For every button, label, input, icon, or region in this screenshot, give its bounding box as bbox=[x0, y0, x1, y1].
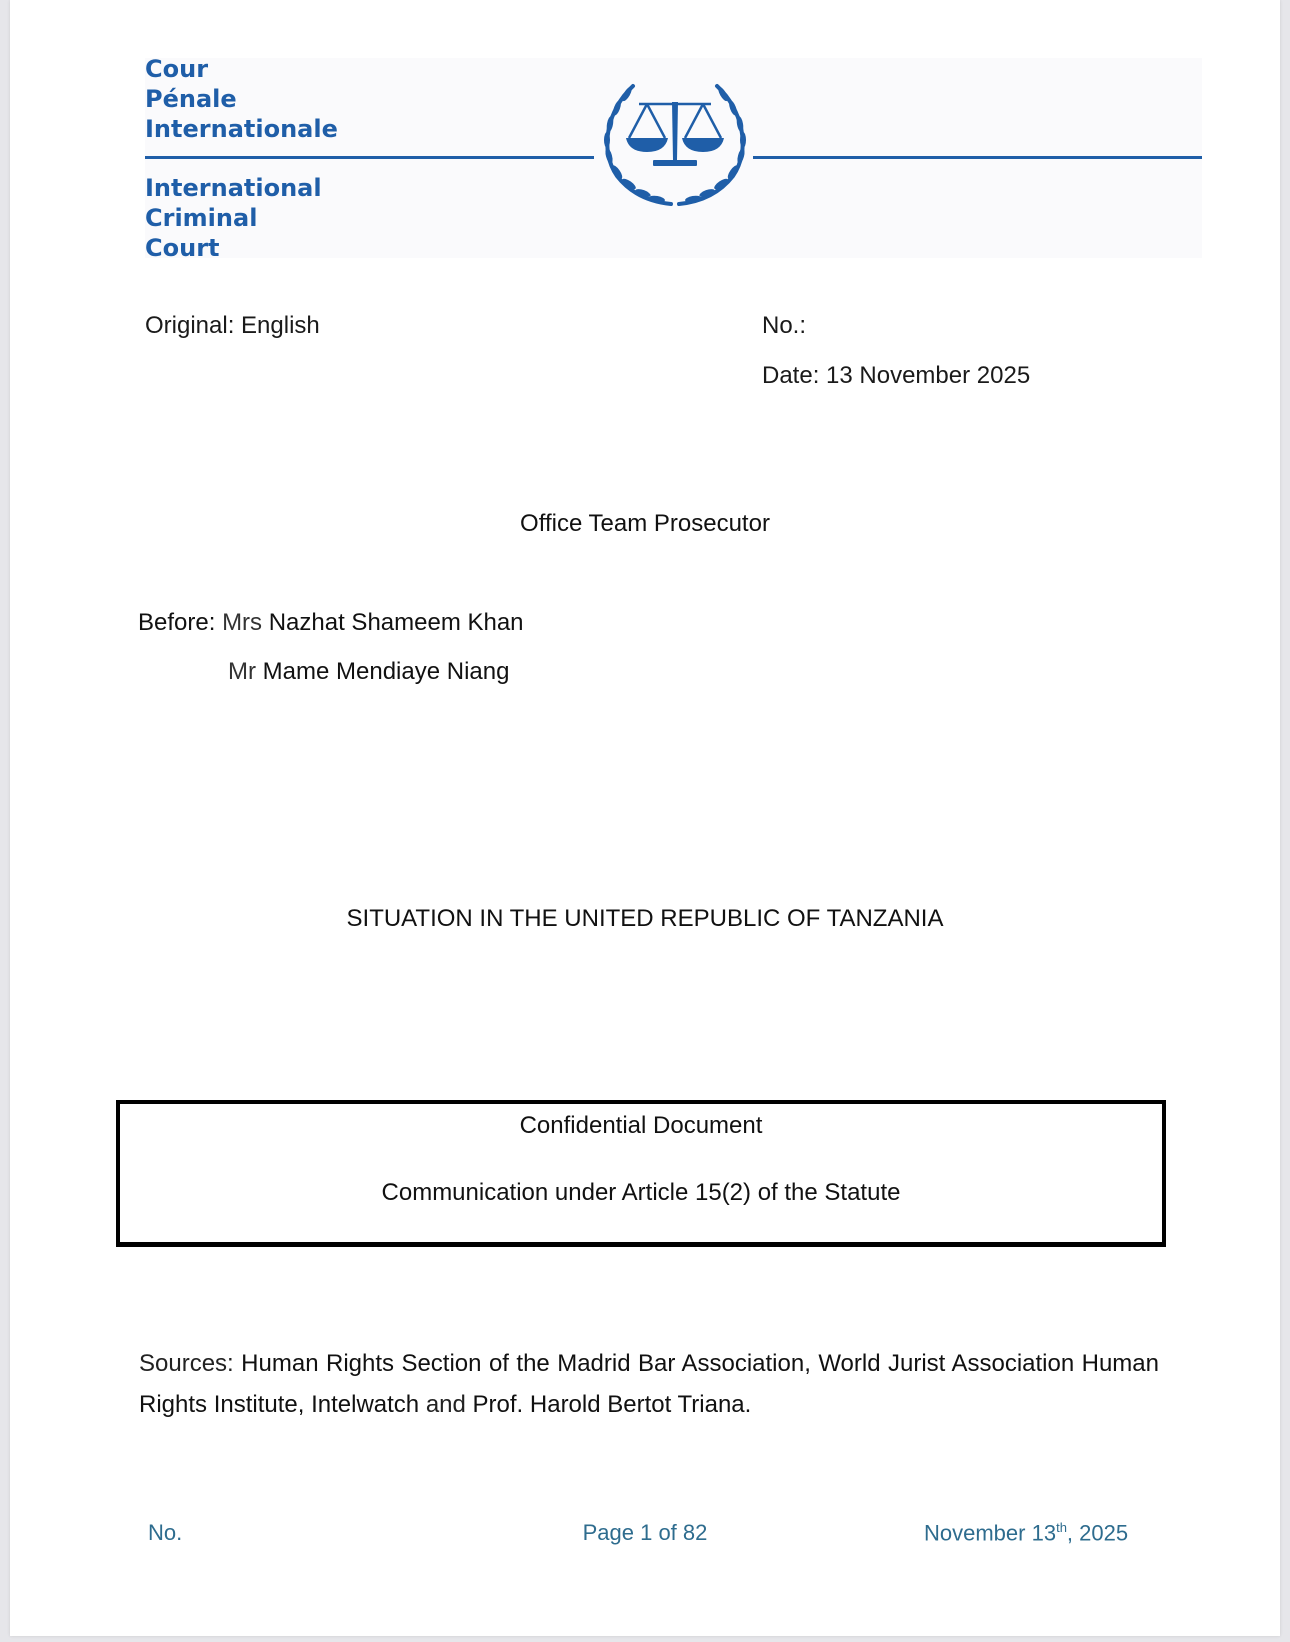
footer-date-ordinal: th bbox=[1056, 1520, 1067, 1535]
sources-part-1: Human Rights Section of the Madrid Bar Association, World Jurist Association Human Rights Institute, Intelwatch bbox=[139, 1350, 1159, 1418]
footer-date-main: November 13 bbox=[924, 1520, 1057, 1546]
logo-line-criminal: Criminal bbox=[145, 204, 258, 232]
judge-2-name: Mame Mendiaye Niang bbox=[262, 658, 510, 685]
sources-connector: and bbox=[425, 1391, 466, 1418]
footer-date-year: , 2025 bbox=[1066, 1520, 1129, 1546]
office-title: Office Team Prosecutor bbox=[520, 510, 770, 537]
logo-line-internationale: Internationale bbox=[145, 115, 338, 143]
document-page bbox=[10, 0, 1280, 1636]
logo-english-name bbox=[145, 173, 322, 263]
logo-line-penale: Pénale bbox=[145, 85, 237, 113]
sources-label: Sources: bbox=[139, 1350, 234, 1377]
confidential-label: Confidential Document bbox=[519, 1112, 763, 1139]
before-line-2 bbox=[228, 658, 509, 686]
scales-of-justice-laurel-icon bbox=[595, 80, 755, 208]
logo-french-name bbox=[145, 54, 338, 144]
footer-number: No. bbox=[148, 1520, 183, 1545]
before-line-1 bbox=[138, 609, 524, 637]
confidential-box bbox=[116, 1100, 1166, 1247]
logo-divider-left bbox=[145, 156, 594, 159]
communication-label: Communication under Article 15(2) of the Statute bbox=[381, 1179, 901, 1206]
judge-2-title: Mr bbox=[228, 658, 256, 685]
logo-line-cour: Cour bbox=[145, 55, 209, 83]
judge-1-name: Nazhat Shameem Khan bbox=[268, 609, 524, 636]
situation-title: SITUATION IN THE UNITED REPUBLIC OF TANZANIA bbox=[346, 905, 944, 932]
judge-1-title: Mrs bbox=[222, 609, 263, 636]
logo-line-international: International bbox=[145, 174, 322, 202]
logo-line-court: Court bbox=[145, 234, 220, 262]
sources-paragraph bbox=[139, 1343, 1159, 1425]
footer-page-count: Page 1 of 82 bbox=[582, 1520, 708, 1545]
sources-part-2: Prof. Harold Bertot Triana. bbox=[472, 1391, 752, 1418]
footer-date bbox=[924, 1520, 1128, 1546]
document-date: Date: 13 November 2025 bbox=[762, 362, 1031, 389]
case-number: No.: bbox=[762, 312, 807, 339]
before-label: Before: bbox=[138, 609, 216, 636]
original-language: Original: English bbox=[145, 312, 320, 339]
logo-divider-right bbox=[753, 156, 1202, 159]
